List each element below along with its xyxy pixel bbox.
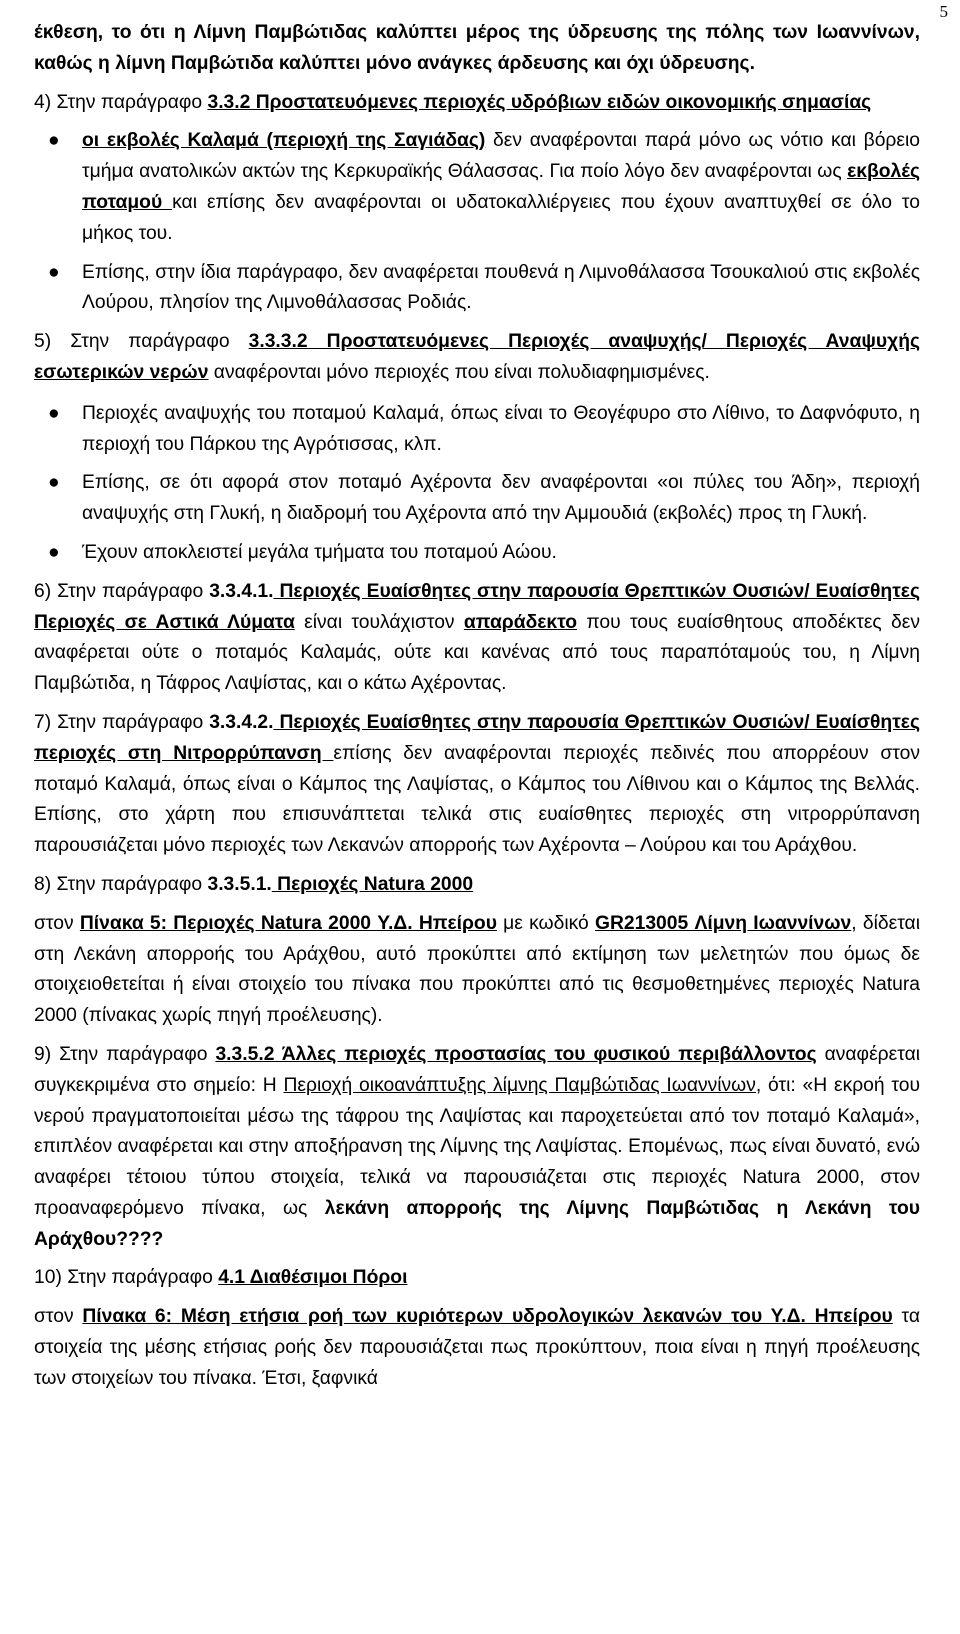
paragraph-10 [34,1263,920,1294]
table-6-reference: Πίνακα 6: Μέση ετήσια ροή των κυριότερων υδρολογικών λεκανών του Υ.Δ. Ηπείρου [82,1306,893,1328]
bullet-1-rest: και επίσης δεν αναφέρονται οι υδατοκαλλιέργειες που έχουν αναπτυχθεί σε όλο το μήκος του. [82,191,920,244]
bullet-text: Περιοχές αναψυχής του ποταμού Καλαμά, όπως είναι το Θεογέφυρο στο Λίθινο, το Δαφνόφυτο, η περιοχή του Πάρκου της Αγρότισσας, κλπ. [82,402,920,455]
paragraph-8-code-label: με κωδικό [496,912,595,934]
paragraph-8 [34,870,920,901]
bullet-icon: ● [48,130,60,152]
paragraph-9-text: αναφέρεται συγκεκριμένα στο σημείο: Η [34,1043,920,1096]
paragraph-5-bullet-1 [34,399,920,461]
paragraph-9-quote: ότι: «Η εκροή του νερού πραγματοποιείται μέσω της τάφρου της Λαψίστας και παροχετεύεται από τον ποταμό Καλαμά», επιπλέον αναφέρεται και στην αποξήρανση της Λίμνης της Λαψίστας. Επομένως, πως είναι δυνατό, ενώ αναφέρει τέτοιου τύπου στοιχεία, τελικά να παρουσιάζεται στις περιοχές Natura 2000, στον προαναφερόμενο πίνακα, ως [34,1074,921,1219]
paragraph-8-prefix: 8) Στην παράγραφο [34,873,208,895]
document-body [34,18,920,1395]
bullet-1-river-mouth: εκβολές ποταμού [82,161,920,213]
paragraph-6-heading: Περιοχές Ευαίσθητες στην παρουσία Θρεπτικών Ουσιών/ Ευαίσθητες Περιοχές σε Αστικά Λύματα [34,580,920,633]
paragraph-4-prefix: 4) Στην παράγραφο [34,91,208,113]
paragraph-5 [34,327,920,389]
page-number: 5 [939,2,948,21]
paragraph-9 [34,1040,920,1256]
bullet-icon: ● [48,402,60,424]
paragraph-6 [34,577,920,700]
paragraph-4-bullet-2 [34,258,920,320]
paragraph-7-number: 3.3.4.2. [209,711,274,733]
paragraph-5-prefix: 5) Στην παράγραφο [34,331,249,353]
paragraph-4-heading: 3.3.2 Προστατευόμενες περιοχές υδρόβιων ειδών οικονομικής σημασίας [207,91,872,113]
paragraph-intro: έκθεση, το ότι η Λίμνη Παμβώτιδας καλύπτει μέρος της ύδρευσης της πόλης των Ιωαννίνων, καθώς η λίμνη Παμβώτιδα καλύπτει μόνο ανάγκες άρδευσης και όχι ύδρευσης. [34,22,920,74]
paragraph-5-bullet-2 [34,468,920,530]
paragraph-5-heading: 3.3.3.2 Προστατευόμενες Περιοχές αναψυχής/ Περιοχές Αναψυχής εσωτερικών νερών [34,331,921,383]
paragraph-9-emphasis: λεκάνη απορροής της Λίμνης Παμβώτιδας η Λεκάνη του Αράχθου???? [34,1197,920,1250]
paragraph-10-prefix: 10) Στην παράγραφο [34,1267,219,1289]
bullet-2-text: Επίσης, στην ίδια παράγραφο, δεν αναφέρεται πουθενά η Λιμνοθάλασσα Τσουκαλιού στις εκβολές Λούρου, πλησίον της Λιμνοθάλασσας Ροδιάς. [82,261,920,314]
paragraph-6-emphasis: απαράδεκτο [463,611,578,633]
paragraph-9-heading: 3.3.5.2 Άλλες περιοχές προστασίας του φυσικού περιβάλλοντος [215,1043,817,1065]
bullet-1-text: δεν αναφέρονται παρά μόνο ως νότιο και βόρειο τμήμα ανατολικών ακτών της Κερκυραϊκής Θάλασσας. Για ποίο λόγο δεν αναφέρονται ως [82,130,921,183]
paragraph-5-bullet-3 [34,538,920,569]
paragraph-5-rest: αναφέρονται μόνο περιοχές που είναι πολυδιαφημισμένες. [208,361,710,383]
paragraph-4 [34,88,920,119]
paragraph-9-prefix: 9) Στην παράγραφο [34,1043,216,1065]
table-5-reference: Πίνακα 5: Περιοχές Natura 2000 Υ.Δ. Ηπείρου [79,912,497,934]
paragraph-7 [34,708,920,862]
paragraph-8-heading: Περιοχές Natura 2000 [271,873,474,895]
site-code: GR213005 Λίμνη Ιωαννίνων [594,912,852,934]
paragraph-10-rest: τα στοιχεία της μέσης ετήσιας ροής δεν παρουσιάζεται πως προκύπτουν, ποια είναι η πηγή προέλευσης των στοιχείων του πίνακα. Έτσι, ξαφνικά [34,1306,920,1389]
paragraph-7-prefix: 7) Στην παράγραφο [34,711,210,733]
bullet-1-emphasis: οι εκβολές Καλαμά (περιοχή της Σαγιάδας) [82,130,486,152]
paragraph-4-bullet-1 [34,126,920,249]
paragraph-9-area: Περιοχή οικοανάπτυξης λίμνης Παμβώτιδας Ιωαννίνων, [283,1074,762,1096]
bullet-text: Έχουν αποκλειστεί μεγάλα τμήματα του ποταμού Αώου. [82,541,557,563]
paragraph-8-text: στον [34,912,80,934]
paragraph-10-heading: 4.1 Διαθέσιμοι Πόροι [218,1267,408,1289]
paragraph-8-rest: , δίδεται στη Λεκάνη απορροής του Αράχθου, αυτό προκύπτει από εκτίμηση των μελετητών που όμως δε στοιχειοθετείται ή είναι στοιχείο του πίνακα που προκύπτει από τις θεσμοθετημένες περιοχές Natura 2000 (πίνακας χωρίς πηγή προέλευσης). [34,912,920,1027]
paragraph-10-text: στον [34,1306,83,1328]
paragraph-8-body [34,909,920,1032]
paragraph-6-rest: που τους ευαίσθητους αποδέκτες δεν αναφέρεται ούτε ο ποταμός Καλαμάς, ούτε και κανένας από τους παραπόταμούς του, η Λίμνη Παμβώτιδα, η Τάφρος Λαψίστας, και ο κάτω Αχέροντας. [34,611,920,695]
paragraph-7-heading: Περιοχές Ευαίσθητες στην παρουσία Θρεπτικών Ουσιών/ Ευαίσθητες περιοχές στη Νιτρορρύπανση [34,711,920,764]
paragraph-8-number: 3.3.5.1. [207,873,272,895]
paragraph-6-number: 3.3.4.1. [209,580,274,602]
paragraph-10-body [34,1302,920,1394]
paragraph-6-mid: είναι τουλάχιστον [294,611,464,633]
bullet-text: Επίσης, σε ότι αφορά στον ποταμό Αχέροντα δεν αναφέρονται «οι πύλες του Άδη», περιοχή αναψυχής στη Γλυκή, η διαδρομή του Αχέροντα από την Αμμουδιά (εκβολές) προς τη Γλυκή. [82,472,920,525]
bullet-icon: ● [48,472,60,494]
paragraph-7-rest: επίσης δεν αναφέρονται περιοχές πεδινές που απορρέουν στον ποταμό Καλαμά, όπως είναι ο Κάμπος της Λαψίστας, ο Κάμπος του Λίθινου και ο Κάμπος της Βελλάς. Επίσης, στο χάρτη που επισυνάπτεται τελικά στις ευαίσθητες περιοχές στη νιτρορρύπανση παρουσιάζεται μόνο περιοχές των Λεκανών απορροής των Αχέροντα – Λούρου και του Αράχθου. [34,742,920,857]
bullet-icon: ● [48,541,60,563]
bullet-icon: ● [48,261,60,283]
paragraph-6-prefix: 6) Στην παράγραφο [34,580,210,602]
